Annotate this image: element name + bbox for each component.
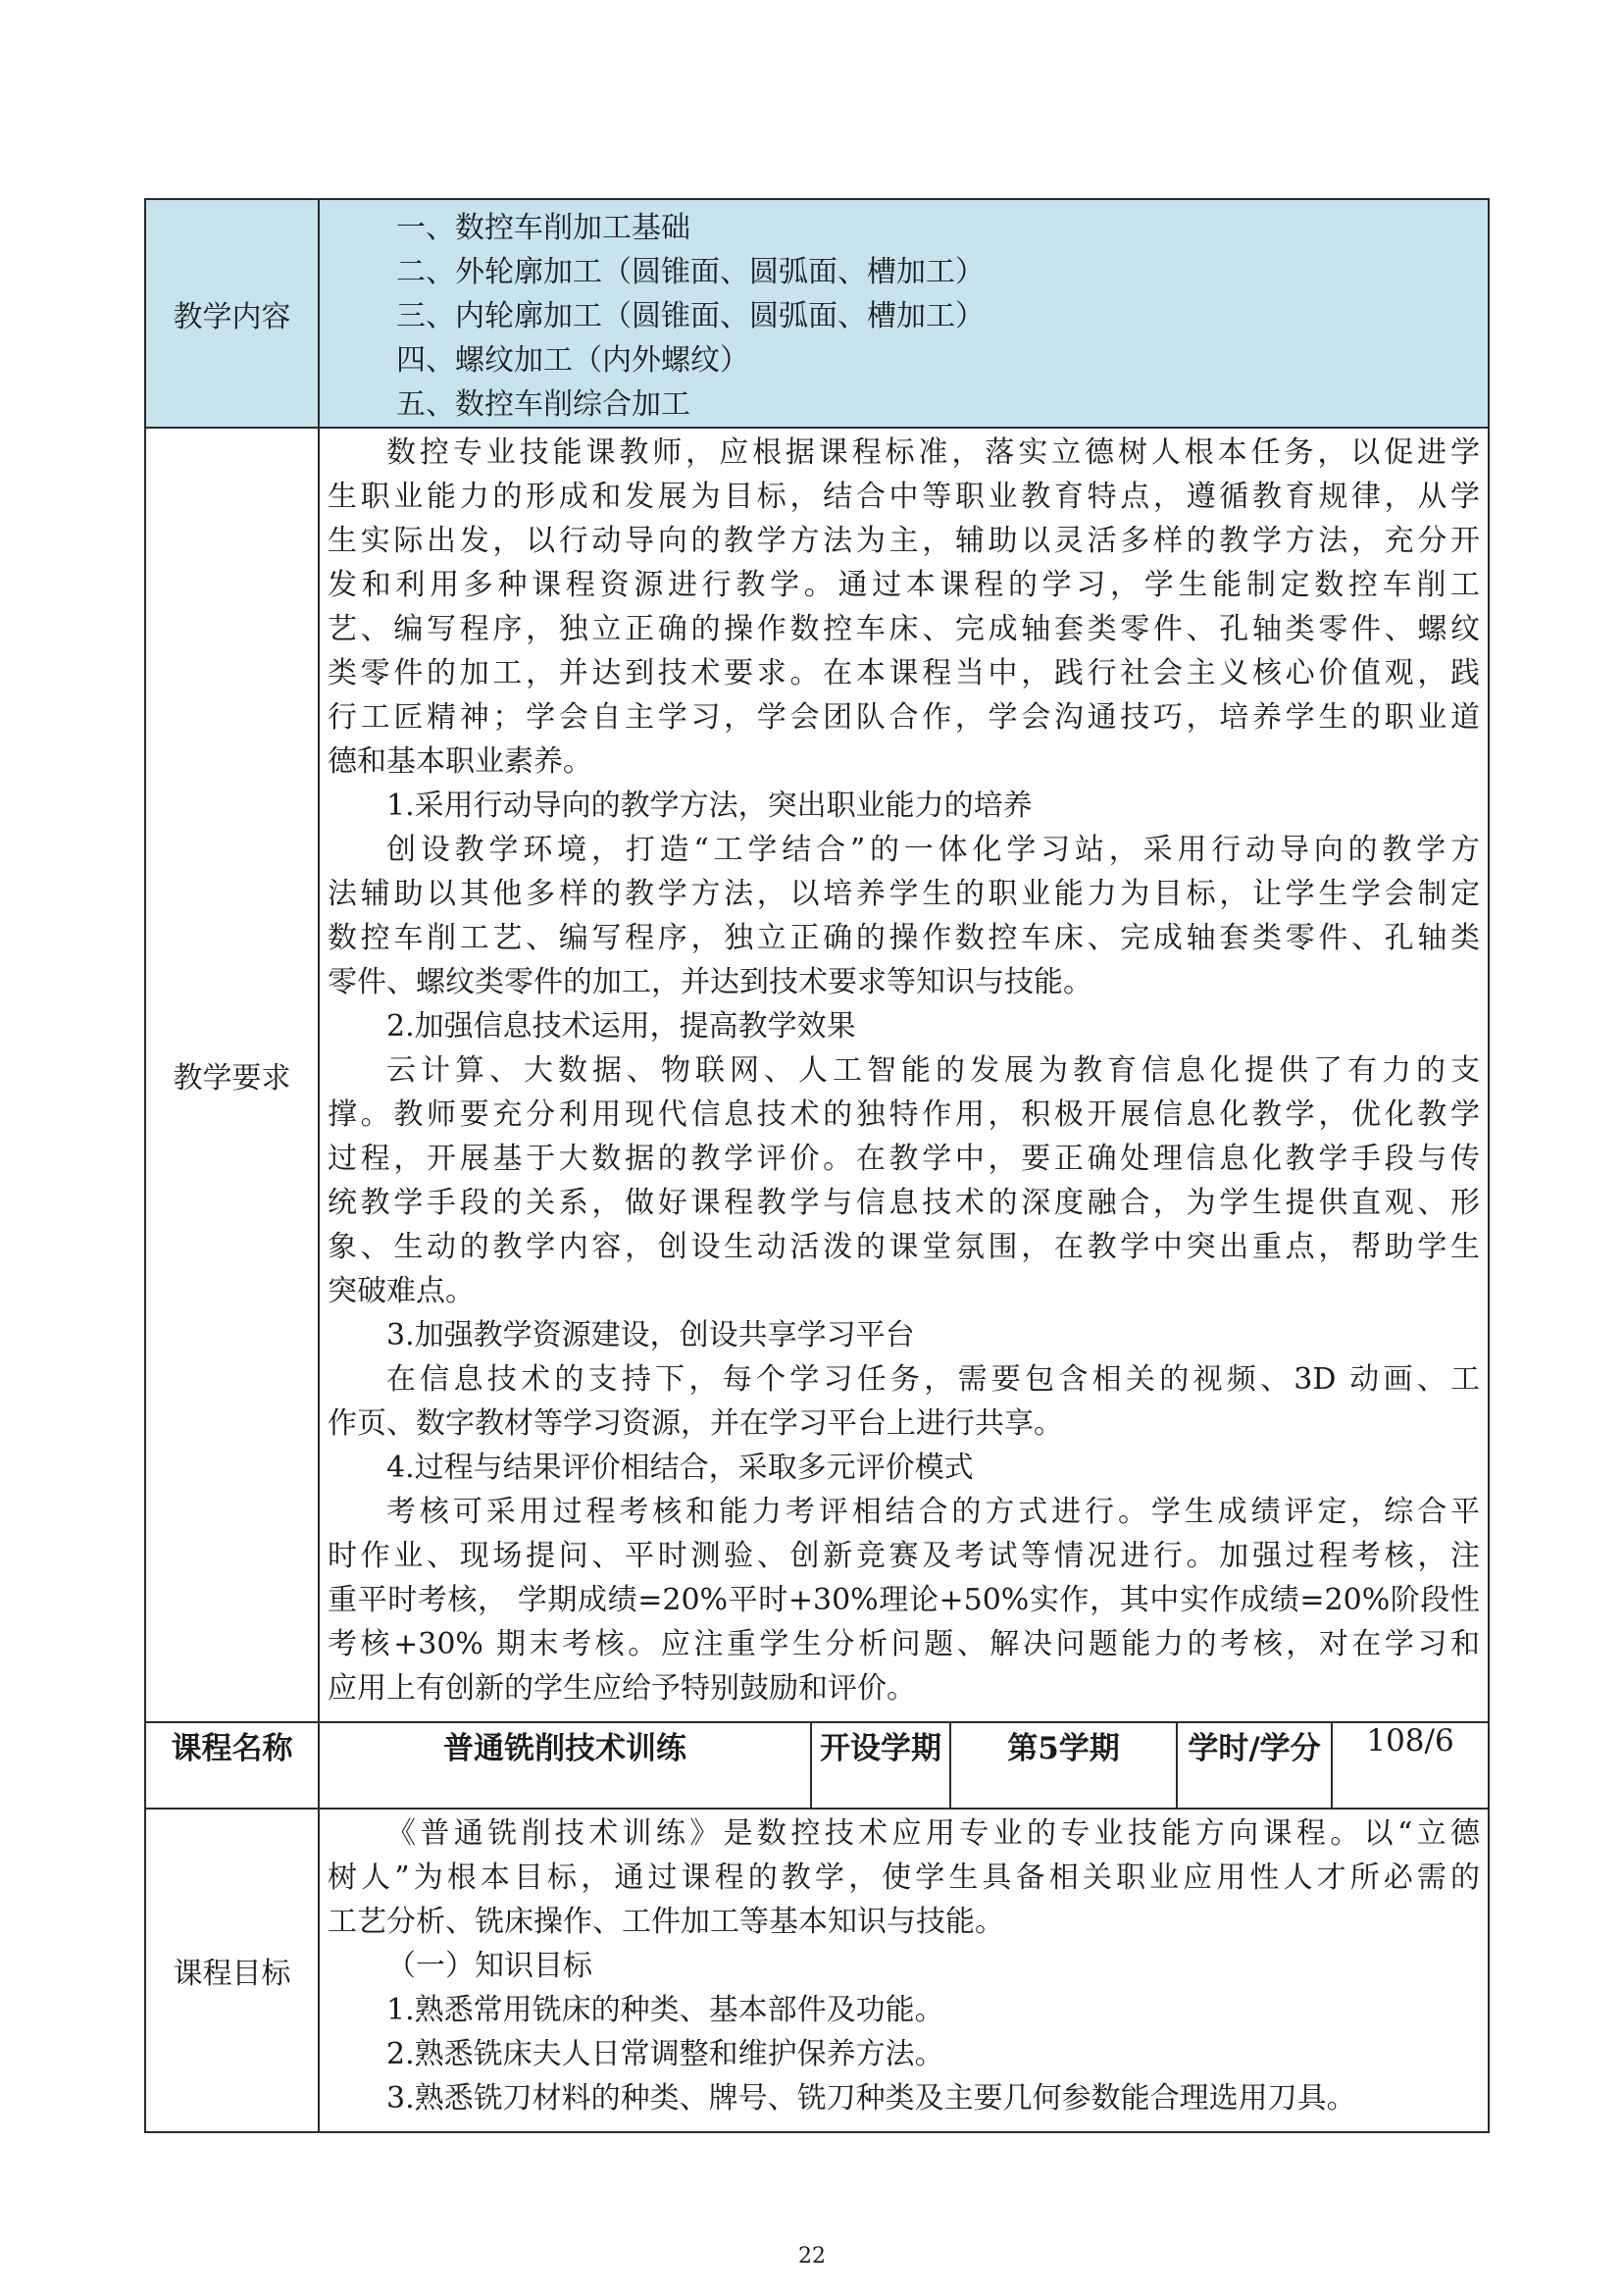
requirement-line: 发和利用多种课程资源进行教学。通过本课程的学习，学生能制定数控车削工 [328, 568, 1481, 602]
requirement-subheading: 3.加强教学资源建设，创设共享学习平台 [386, 1318, 915, 1352]
objective-line: 2.熟悉铣床夫人日常调整和维护保养方法。 [386, 2037, 944, 2071]
requirement-line: 生实际出发，以行动导向的教学方法为主，辅助以灵活多样的教学方法，充分开 [328, 524, 1481, 558]
course-header-row [145, 1722, 1489, 1809]
content-item: 三、内轮廓加工（圆锥面、圆弧面、槽加工） [396, 299, 985, 333]
requirement-line: 创设教学环境，打造“工学结合”的一体化学习站，采用行动导向的教学方 [386, 833, 1481, 867]
objective-line: 1.熟悉常用铣床的种类、基本部件及功能。 [386, 1993, 944, 2027]
objective-line: 工艺分析、铣床操作、工件加工等基本知识与技能。 [328, 1905, 1004, 1939]
requirement-line: 重平时考核， 学期成绩=20%平时+30%理论+50%实作，其中实作成绩=20%阶段性 [328, 1583, 1481, 1617]
requirement-line: 在信息技术的支持下，每个学习任务，需要包含相关的视频、3D 动画、工 [386, 1362, 1481, 1397]
term-label: 开设学期 [811, 1722, 950, 1809]
objective-line: 树人”为根本目标，通过课程的教学，使学生具备相关职业应用性人才所必需的 [328, 1861, 1481, 1895]
teaching-requirements-label: 教学要求 [145, 428, 319, 1722]
requirement-line: 云计算、大数据、物联网、人工智能的发展为教育信息化提供了有力的支 [386, 1053, 1481, 1088]
requirement-line: 生职业能力的形成和发展为目标，结合中等职业教育特点，遵循教育规律，从学 [328, 480, 1481, 514]
course-standard-table-page [144, 198, 1488, 2133]
requirement-line: 时作业、现场提问、平时测验、创新竞赛及考试等情况进行。加强过程考核，注 [328, 1539, 1481, 1573]
requirement-line: 类零件的加工，并达到技术要求。在本课程当中，践行社会主义核心价值观，践 [328, 656, 1481, 690]
requirement-line: 统教学手段的关系，做好课程教学与信息技术的深度融合，为学生提供直观、形 [328, 1186, 1481, 1220]
objective-line: 《普通铣削技术训练》是数控技术应用专业的专业技能方向课程。以“立德 [386, 1816, 1481, 1851]
requirement-line: 突破难点。 [328, 1274, 475, 1308]
course-objectives-label: 课程目标 [145, 1809, 319, 2132]
requirement-line: 艺、编写程序，独立正确的操作数控车床、完成轴套类零件、孔轴类零件、螺纹 [328, 612, 1481, 646]
objective-line: 3.熟悉铣刀材料的种类、牌号、铣刀种类及主要几何参数能合理选用刀具。 [386, 2081, 1356, 2116]
course-name-value: 普通铣削技术训练 [319, 1722, 811, 1809]
requirement-line: 象、生动的教学内容，创设生动活泼的课堂氛围，在教学中突出重点，帮助学生 [328, 1230, 1481, 1264]
content-item: 四、螺纹加工（内外螺纹） [396, 343, 749, 378]
requirement-subheading: 1.采用行动导向的教学方法，突出职业能力的培养 [386, 789, 1033, 823]
requirement-subheading: 4.过程与结果评价相结合，采取多元评价模式 [386, 1451, 974, 1485]
teaching-requirements-row [145, 428, 1489, 1722]
requirement-line: 德和基本职业素养。 [328, 744, 592, 779]
course-name-label: 课程名称 [145, 1722, 319, 1809]
requirement-line: 数控专业技能课教师，应根据课程标准，落实立德树人根本任务，以促进学 [386, 435, 1481, 470]
requirement-line: 应用上有创新的学生应给予特别鼓励和评价。 [328, 1671, 916, 1706]
requirement-line: 考核+30% 期末考核。应注重学生分析问题、解决问题能力的考核，对在学习和 [328, 1627, 1481, 1661]
content-item: 一、数控车削加工基础 [396, 211, 690, 245]
objective-subheading: （一）知识目标 [386, 1949, 592, 1983]
content-item: 二、外轮廓加工（圆锥面、圆弧面、槽加工） [396, 255, 985, 289]
course-objectives-row [145, 1809, 1489, 2132]
page-number: 22 [798, 2244, 826, 2269]
requirement-line: 行工匠精神；学会自主学习，学会团队合作，学会沟通技巧，培养学生的职业道 [328, 700, 1481, 735]
requirement-line: 数控车削工艺、编写程序，独立正确的操作数控车床、完成轴套类零件、孔轴类 [328, 921, 1481, 955]
course-table [144, 198, 1490, 2133]
content-item: 五、数控车削综合加工 [396, 387, 690, 422]
requirement-subheading: 2.加强信息技术运用，提高教学效果 [386, 1009, 856, 1044]
requirement-line: 法辅助以其他多样的教学方法，以培养学生的职业能力为目标，让学生学会制定 [328, 877, 1481, 911]
teaching-content-label: 教学内容 [145, 199, 319, 428]
requirement-line: 作页、数字教材等学习资源，并在学习平台上进行共享。 [328, 1406, 1063, 1441]
requirement-line: 考核可采用过程考核和能力考评相结合的方式进行。学生成绩评定，综合平 [386, 1495, 1481, 1529]
requirement-line: 撑。教师要充分利用现代信息技术的独特作用，积极开展信息化教学，优化教学 [328, 1097, 1481, 1132]
teaching-content-row [145, 199, 1489, 428]
course-objectives-cell [319, 1809, 1489, 2132]
requirement-line: 零件、螺纹类零件的加工，并达到技术要求等知识与技能。 [328, 965, 1092, 999]
hours-credits-label: 学时/学分 [1177, 1722, 1332, 1809]
teaching-requirements-cell [319, 428, 1489, 1722]
teaching-content-cell [319, 199, 1489, 428]
term-value: 第5学期 [950, 1722, 1177, 1809]
requirement-line: 过程，开展基于大数据的教学评价。在教学中，要正确处理信息化教学手段与传 [328, 1142, 1481, 1176]
hours-credits-value: 108/6 [1332, 1722, 1489, 1809]
